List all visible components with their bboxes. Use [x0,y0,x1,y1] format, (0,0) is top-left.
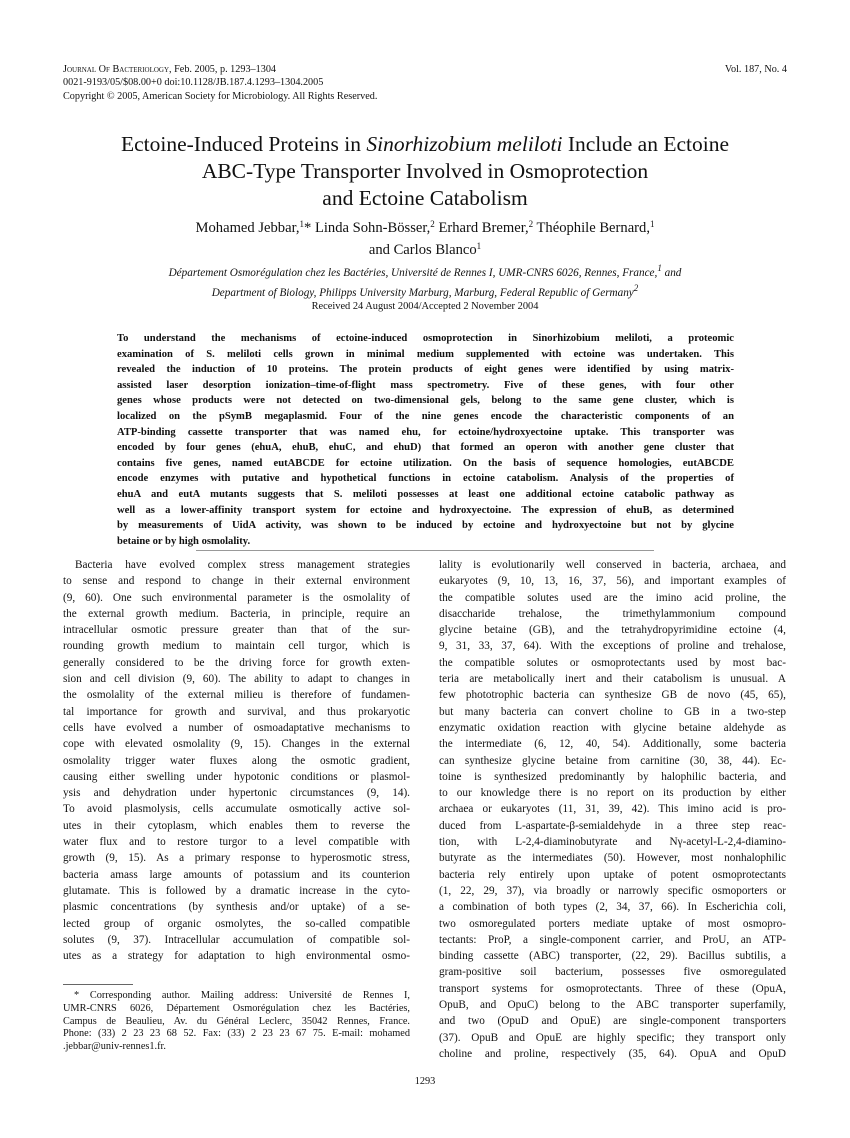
title-line: ABC-Type Transporter Involved in Osmoprotection [201,159,649,183]
abstract-line: genes whose products were not detected on two-dimensional gels, belong to the same gene cluster, which is [117,395,734,407]
abstract-line: examination of S. meliloti cells grown in minimal medium supplemented with ectoine was undertaken. This [117,348,734,360]
body-text-line: cope with elevated osmolality (9, 15). Changes in the external [63,738,410,751]
body-text-line: the osmolality of the external milieu is therefore of fundamen- [63,689,410,702]
body-text-line: to sense and respond to change in their external environment [63,575,410,588]
abstract-line: by measurements of UidA activity, was shown to be induced by ectoine and hydroxyectoine but not by glycine [117,520,734,532]
abstract-line: encode enzymes with putative and hypothetical functions in ectoine catabolism. Analysis of the properties of [117,473,734,485]
body-text-line: (9, 60). One such environmental parameter is the osmolality of [63,591,410,604]
body-text-line: disaccharide trehalose, the trimethylammonium compound [439,607,786,620]
body-text-line: utes as a strategy for adaptation to high environmental osmo- [63,950,410,963]
abstract-line: contains five genes, named eutABCDE for ectoine utilization. On the basis of sequence homologies, eutABCDE [117,457,734,469]
copyright: Copyright © 2005, American Society for Microbiology. All Rights Reserved. [63,90,378,102]
body-text-line: transport systems for osmoprotectants. Three of these (OpuA, [439,982,786,995]
body-text-line: few phototrophic bacteria can synthesize GB de novo (45, 65), [439,689,786,702]
author-name: and Carlos Blanco [368,242,477,258]
body-text-line: lected group of organic osmolytes, the so-called compatible [63,917,410,930]
abstract-line: revealed the induction of 10 proteins. The protein products of eight genes were identified by using matrix- [117,364,734,376]
body-text-line: but many bacteria can convert choline to GB in a two-step [439,705,786,718]
body-text-line: generally considered to be the driving force for growth exten- [63,656,410,669]
footnote-line: Phone: (33) 2 23 23 68 52. Fax: (33) 2 23 23 67 75. E-mail: mohamed [63,1028,410,1040]
article-title [40,131,810,212]
body-text-line: the intermediate (6, 12, 40, 54). Additionally, some bacteria [439,738,786,751]
body-text-line: rounding growth medium to maintain cell turgor, which is [63,640,410,653]
body-text-line: bacteria amass large amounts of potassium and its counterion [63,868,410,881]
affil-marker: 2 [430,219,435,229]
body-text-line: the external growth medium. Bacteria, in principle, require an [63,607,410,620]
affil-marker: 1 [299,219,304,229]
body-text-line: (1, 22, 29, 37), via broadly or narrowly specific osmoporters or [439,884,786,897]
section-divider [196,550,654,551]
body-text-line: a combination of both types (2, 34, 37, 66). In Escherichia coli, [439,901,786,914]
journal-citation: Journal Of Bacteriology, Feb. 2005, p. 1293–1304 [63,64,277,75]
body-text-line: to our knowledge there is no report on its production by either [439,787,786,800]
body-text-line: solutes (9, 37). Intracellular accumulation of compatible sol- [63,933,410,946]
abstract-line: ATP-binding cassette transporter that was named ehu, for ectoine/hydroxyectoine uptake. This transporter was [117,426,734,438]
body-text-line: can synthesize glycine betaine from carnitine (30, 38, 44). Ec- [439,754,786,767]
author-list [40,215,810,259]
author-name: Linda Sohn-Bösser, [311,220,431,236]
body-text-line: two osmoregulated porters mediate uptake of most osmopro- [439,917,786,930]
author-name: Mohamed Jebbar, [195,220,300,236]
body-column-left [63,557,410,964]
body-text-line: butyrate as the intermediates (50). However, most nonhalophilic [439,852,786,865]
body-text-line: growth (9, 15). As a primary response to hyperosmotic stress, [63,852,410,865]
body-text-line: glutamate. This is followed by a dramatic increase in the cyto- [63,884,410,897]
body-text-line: bacteria rely entirely upon uptake of potent osmoprotectants [439,868,786,881]
body-text-line: (37). OpuB and OpuE are highly specific; they transport only [439,1031,786,1044]
body-text-line: 9, 31, 33, 37, 64). With the exceptions of proline and trehalose, [439,640,786,653]
footnote-line: Campus de Beaulieu, Av. du Général Leclerc, 35042 Rennes, France. [63,1015,410,1027]
body-text-line: intracellular osmotic pressure greater than that of the sur- [63,624,410,637]
body-text-line: lality is evolutionarily well conserved in bacteria, archaea, and [439,559,786,571]
volume-issue: Vol. 187, No. 4 [724,64,787,75]
body-text-line: enzymatic oxidation reaction with glycine betaine aldehyde as [439,721,786,734]
body-text-line: and two (OpuD and OpuE) are single-component transporters [439,1015,786,1028]
body-text-line: Bacteria have evolved complex stress management strategies [75,559,410,571]
affiliation-text: Département Osmorégulation chez les Bactéries, Université de Rennes I, UMR-CNRS 6026, Rennes, France, [168,267,658,279]
journal-name: Journal Of Bacteriology [63,64,170,75]
affil-marker: 2 [528,219,534,229]
abstract-line: betaine or by high osmolality. [117,535,251,547]
body-text-line: water flux and to restore turgor to a level compatible with [63,836,410,849]
affil-marker: 2 [633,282,639,293]
author-name: Erhard Bremer, [434,220,529,236]
abstract-line: assisted laser desorption ionization–time-of-flight mass spectrometry. Five of these genes, with four other [117,379,734,391]
body-text-line: ysis and dehydration under hypertonic circumstances (9, 14). [63,787,410,800]
body-text-line: utes in their cytoplasm, which enables them to reverse the [63,819,410,832]
body-text-line: plasmic concentrations (by synthesis and/or uptake) of a se- [63,901,410,914]
body-text-line: glycine betaine (GB), and the tetrahydropyrimidine ectoine (4, [439,624,786,637]
title-line: and Ectoine Catabolism [322,186,528,210]
issn-doi: 0021-9193/05/$08.00+0 doi:10.1128/JB.187.4.1293–1304.2005 [63,77,324,89]
footnote-rule [63,984,133,985]
author-name: Théophile Bernard, [533,220,650,236]
affil-marker: 1 [476,241,482,251]
abstract-line: encoded by four genes (ehuA, ehuB, ehuC, and ehuD) that formed an operon with another gene cluster that [117,442,734,454]
affiliations [40,261,810,300]
title-text: Ectoine-Induced Proteins in [120,132,367,156]
body-text-line: osmolality trigger water fluxes along the osmotic gradient, [63,754,410,767]
body-text-line: tion, with L-2,4-diaminobutyrate and Nγ-acetyl-L-2,4-diamino- [439,836,786,849]
body-text-line: cells have evolved a number of osmoadaptative mechanisms to [63,721,410,734]
body-text-line: To avoid plasmolysis, cells accumulate osmotically active sol- [63,803,410,816]
body-text-line: duced from L-aspartate-β-semialdehyde in a three step reac- [439,819,786,832]
affiliation-text: Department of Biology, Philipps University Marburg, Marburg, Federal Republic of Germany [211,286,634,299]
body-text-line: archaea or eukaryotes (11, 31, 39, 42). This imino acid is pro- [439,803,786,816]
abstract-line: localized on the pSymB megaplasmid. Four of the nine genes encode the characteristic components of an [117,410,734,422]
body-text-line: teria are metabolically inert and their catabolism is unusual. A [439,673,786,686]
affiliation-text: and [661,267,682,279]
body-text-line: OpuB, and OpuC) belong to the ABC transporter superfamily, [439,999,786,1012]
body-column-right [439,557,786,1062]
received-dates: Received 24 August 2004/Accepted 2 November 2004 [311,301,539,312]
footnote-line: .jebbar@univ-rennes1.fr. [63,1041,166,1053]
footnote-line: UMR-CNRS 6026, Département Osmorégulation chez les Bactéries, [63,1002,410,1014]
journal-header [63,63,377,103]
body-text-line: tal importance for growth and survival, and thus prokaryotic [63,705,410,718]
footnote-line: * Corresponding author. Mailing address: Université de Rennes I, [74,990,410,1001]
title-text: Include an Ectoine [562,132,730,156]
body-text-line: binding cassette (ABC) transporter, (22, 29). Bacillus subtilis, a [439,950,786,963]
body-text-line: causing either swelling under hypotonic conditions or plasmol- [63,770,410,783]
body-text-line: eukaryotes (9, 10, 13, 16, 37, 56), and important examples of [439,575,786,588]
body-text-line: the compatible solutes or osmoprotectants used by most bac- [439,656,786,669]
abstract-line: ehuA and eutA mutants suggests that S. meliloti possesses at least one additional ectoine catabolic pathway as [117,488,734,500]
abstract [117,331,734,549]
body-text-line: tectants: ProP, a single-component carrier, and ProU, an ATP- [439,933,786,946]
abstract-line: well as a lower-affinity transport system for ectoine and hydroxyectoine. The expression of ehuB, as determined [117,504,734,516]
abstract-line: To understand the mechanisms of ectoine-induced osmoprotection in Sinorhizobium meliloti, a proteomic [117,333,734,344]
title-species: Sinorhizobium meliloti [366,132,563,156]
body-text-line: gram-positive soil bacterium, possesses five osmoregulated [439,966,786,979]
corresponding-author-footnote [63,990,410,1054]
affil-marker: 1 [657,263,662,273]
corresponding-marker: * [304,220,312,236]
body-text-line: sion and cell division (9, 60). The ability to adapt to changes in [63,673,410,686]
body-text-line: choline and proline, respectively (35, 64). OpuA and OpuD [439,1047,786,1060]
page-number: 1293 [414,1076,436,1087]
body-text-line: toine is synthesized predominantly by halophilic bacteria, and [439,770,786,783]
body-text-line: the compatible solutes used are the imino acid proline, the [439,591,786,604]
affil-marker: 1 [649,219,655,229]
